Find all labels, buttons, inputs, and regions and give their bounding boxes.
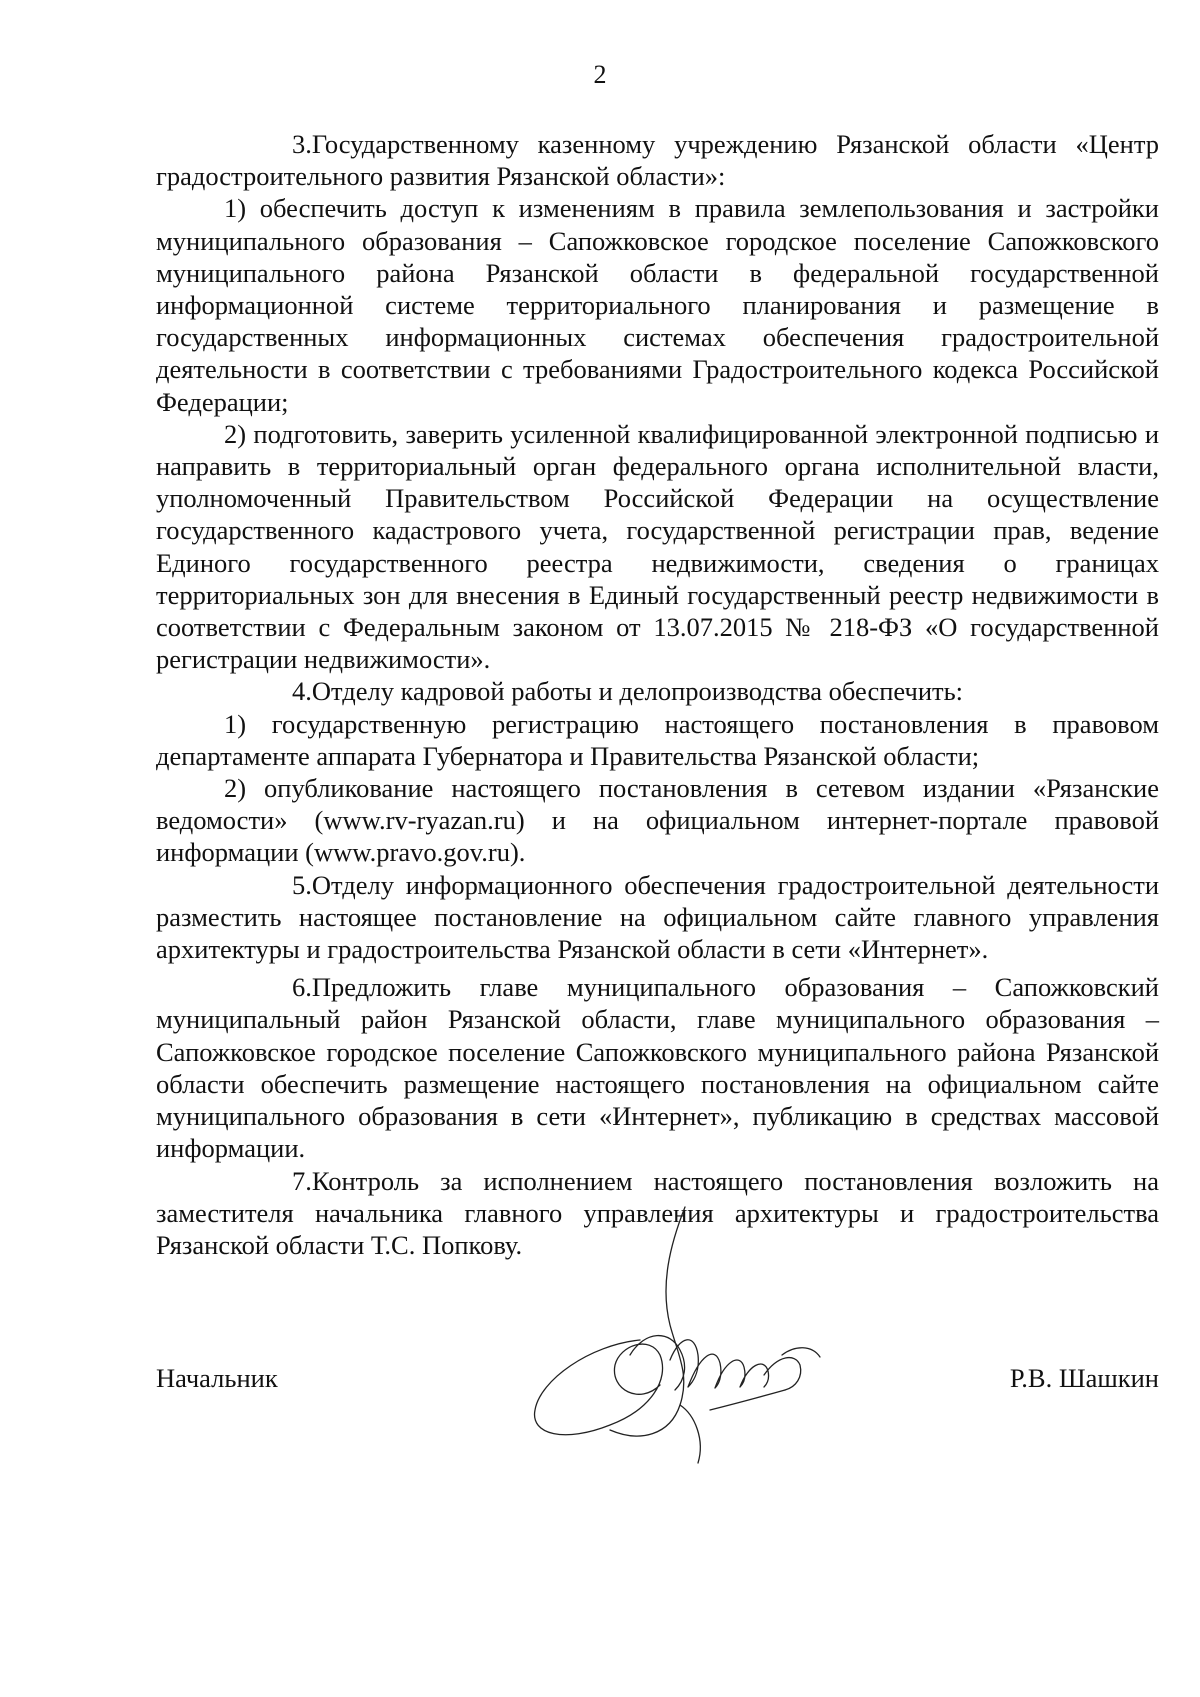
document-body [156,128,1159,1261]
paragraph-6 [156,971,1159,1164]
paragraph-text: Предложить главе муниципального образования – Сапожковский муниципальный район Рязанской области, главе муниципального образования – Сапожковское городское поселение Сапожковского муниципального района Рязанской области обеспечить размещение настоящего постановления на официальном сайте муниципального образования в сети «Интернет», публикацию в средствах массовой информации. [156,972,1159,1164]
paragraph-text: Отделу информационного обеспечения градостроительной деятельности разместить настоящее постановление на официальном сайте главного управления архитектуры и градостроительства Рязанской области в сети «Интернет». [156,869,1159,965]
paragraph-text: Отделу кадровой работы и делопроизводства обеспечить: [311,676,964,707]
paragraph-text: 2) опубликование настоящего постановления в сетевом издании «Рязанские ведомости» (www.rv-ryazan.ru) и на официальном интернет-портале правовой информации (www.pravo.gov.ru). [156,773,1159,868]
signer-name: Р.В. Шашкин [1009,1363,1159,1393]
paragraph-text: 1) обеспечить доступ к изменениям в правила землепользования и застройки муниципального образования – Сапожковское городское поселение Сапожковского муниципального района Рязанской области в федеральной государственной информационной системе территориального планирования и размещение в государственных информационных системах обеспечения градостроительной деятельности в соответствии с требованиями Градостроительного кодекса Российской Федерации; [156,193,1159,417]
handwritten-signature-icon [520,1205,850,1465]
paragraph-text: Контроль за исполнением настоящего постановления возложить на заместителя начальника главного управления архитектуры и градостроительства Рязанской области Т.С. Попкову. [156,1165,1159,1260]
paragraph-number: 4. [292,676,312,707]
paragraph-text: 1) государственную регистрацию настоящего постановления в правовом департаменте аппарата Губернатора и Правительства Рязанской области; [156,708,1159,771]
paragraph-4 [156,675,1159,707]
paragraph-5 [156,869,1159,966]
paragraph-3 [156,128,1159,192]
paragraph-number: 7. [292,1165,312,1196]
paragraph-4-2 [156,772,1159,869]
paragraph-3-1 [156,192,1159,417]
paragraph-4-1 [156,708,1159,772]
paragraph-text: Государственному казенному учреждению Рязанской области «Центр градостроительного развития Рязанской области»: [156,129,1159,192]
page-number: 2 [593,60,607,89]
paragraph-number: 6. [292,972,312,1003]
paragraph-text: 2) подготовить, заверить усиленной квалифицированной электронной подписью и направить в территориальный орган федерального органа исполнительной власти, уполномоченный Правительством Российской Федерации на осуществление государственного кадастрового учета, государственной регистрации прав, ведение Единого государственного реестра недвижимости, сведения о границах территориальных зон для внесения в Единый государственный реестр недвижимости в соответствии с Федеральным законом от 13.07.2015 № 218-ФЗ «О государственной регистрации недвижимости». [156,418,1159,675]
signer-position: Начальник [156,1363,278,1393]
paragraph-3-2 [156,418,1159,676]
signature-block [156,1362,1159,1402]
paragraph-number: 3. [292,129,312,159]
paragraph-number: 5. [292,869,312,900]
